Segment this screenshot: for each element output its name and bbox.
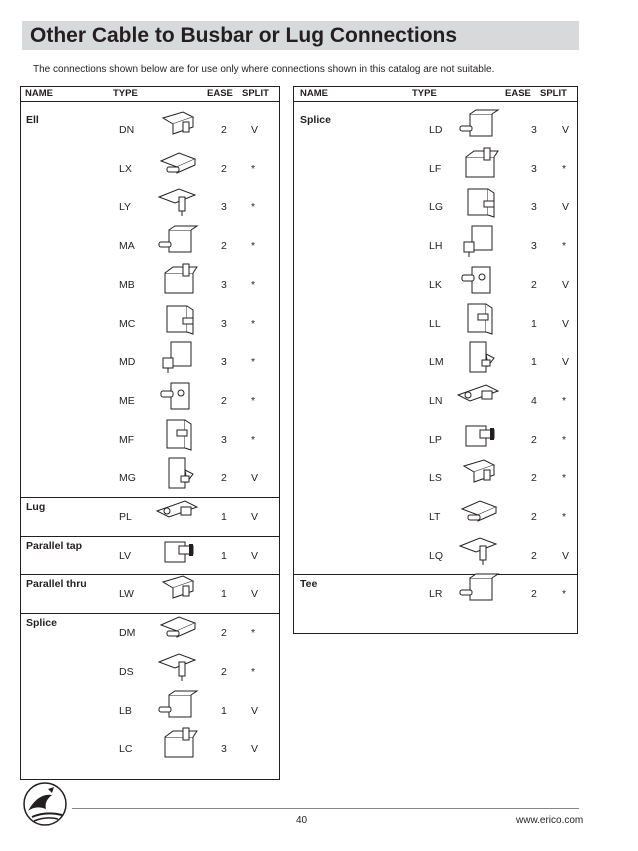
- splice-ll-connector-icon: [454, 302, 502, 336]
- group-name: Ell: [26, 114, 39, 126]
- ease-rating: 3: [221, 356, 227, 369]
- ease-rating: 3: [221, 201, 227, 214]
- header-ease: EASE: [505, 88, 531, 99]
- type-code: MF: [119, 433, 135, 446]
- table-header: [294, 87, 577, 102]
- title-bar: [22, 21, 579, 50]
- splice-ds-connector-icon: [153, 650, 201, 684]
- type-code: LX: [119, 162, 132, 175]
- ease-rating: 3: [531, 162, 537, 175]
- group-divider: [21, 574, 279, 575]
- ease-rating: 2: [221, 627, 227, 640]
- splice-ln-connector-icon: [454, 379, 502, 413]
- split-value: V: [562, 317, 570, 330]
- header-ease: EASE: [207, 88, 233, 99]
- type-code: ME: [119, 394, 135, 407]
- splice-lq-connector-icon: [454, 534, 502, 568]
- group-name: Tee: [300, 578, 318, 591]
- split-value: *: [251, 317, 256, 330]
- ease-rating: 1: [221, 549, 227, 562]
- splice-lm-connector-icon: [454, 340, 502, 374]
- group-name: Parallel tap: [26, 539, 83, 552]
- ell-md-connector-icon: [153, 340, 201, 374]
- splice-lk-connector-icon: [454, 263, 502, 297]
- group-name: Parallel thru: [26, 578, 87, 591]
- ease-rating: 1: [531, 356, 537, 369]
- footer-divider: [72, 808, 579, 809]
- ell-mg-connector-icon: [153, 456, 201, 490]
- type-code: MA: [119, 240, 135, 253]
- ease-rating: 2: [221, 162, 227, 175]
- type-code: PL: [119, 511, 132, 523]
- ease-rating: 3: [531, 201, 537, 214]
- split-value: V: [251, 124, 259, 136]
- connections-table-left: [20, 86, 280, 780]
- splice-dm-connector-icon: [153, 611, 201, 645]
- ease-rating: 2: [531, 472, 537, 485]
- split-value: V: [251, 704, 259, 717]
- type-code: LT: [429, 511, 441, 523]
- type-code: LC: [119, 743, 133, 756]
- type-code: DN: [119, 124, 135, 136]
- ell-mc-connector-icon: [153, 302, 201, 336]
- type-code: LH: [429, 240, 443, 253]
- page-number: 40: [296, 815, 308, 826]
- split-value: V: [251, 743, 259, 756]
- splice-lh-connector-icon: [454, 224, 502, 258]
- ell-me-connector-icon: [153, 379, 201, 413]
- split-value: V: [251, 549, 259, 562]
- group-divider: [294, 574, 577, 575]
- ease-rating: 2: [531, 588, 537, 601]
- split-value: *: [251, 356, 256, 369]
- ease-rating: 2: [531, 278, 537, 291]
- ease-rating: 2: [221, 124, 227, 136]
- split-value: *: [251, 433, 256, 446]
- ease-rating: 3: [221, 433, 227, 446]
- lug-pl-connector-icon: [153, 495, 201, 529]
- connections-table-right: [293, 86, 578, 634]
- split-value: V: [562, 549, 570, 562]
- splice-lg-connector-icon: [454, 185, 502, 219]
- header-split: SPLIT: [540, 88, 567, 99]
- ell-mb-connector-icon: [153, 263, 201, 297]
- type-code: LW: [119, 588, 134, 601]
- ease-rating: 2: [221, 394, 227, 407]
- type-code: DM: [119, 627, 136, 640]
- split-value: *: [251, 162, 256, 175]
- header-name: NAME: [300, 88, 328, 99]
- split-value: *: [251, 665, 256, 678]
- ell-lx-connector-icon: [153, 147, 201, 181]
- intro-text: The connections shown below are for use only where connections shown in this catalog are not suitable.: [33, 64, 495, 75]
- type-code: LP: [429, 433, 442, 446]
- split-value: V: [562, 356, 570, 369]
- type-code: LM: [429, 356, 444, 369]
- ease-rating: 1: [221, 588, 227, 601]
- ease-rating: 2: [221, 240, 227, 253]
- ease-rating: 2: [221, 472, 227, 485]
- table-header: [21, 87, 279, 102]
- split-value: V: [562, 278, 570, 291]
- splice-lt-connector-icon: [454, 495, 502, 529]
- split-value: V: [251, 472, 259, 485]
- ease-rating: 3: [221, 317, 227, 330]
- split-value: V: [251, 588, 259, 601]
- split-value: *: [251, 278, 256, 291]
- ell-ly-connector-icon: [153, 185, 201, 219]
- type-code: LD: [429, 124, 443, 136]
- split-value: *: [562, 588, 567, 601]
- type-code: LL: [429, 317, 441, 330]
- group-divider: [21, 536, 279, 537]
- split-value: *: [562, 433, 567, 446]
- splice-lp-connector-icon: [454, 418, 502, 452]
- parallel-tap-lv-connector-icon: [153, 534, 201, 568]
- group-name: Splice: [26, 617, 57, 630]
- type-code: LF: [429, 162, 442, 175]
- erico-logo-icon: [22, 781, 68, 827]
- group-name: Splice: [300, 114, 331, 126]
- splice-lf-connector-icon: [454, 147, 502, 181]
- split-value: *: [562, 394, 567, 407]
- type-code: LQ: [429, 549, 444, 562]
- split-value: *: [562, 472, 567, 485]
- type-code: LG: [429, 201, 444, 214]
- header-split: SPLIT: [242, 88, 269, 99]
- split-value: *: [251, 201, 256, 214]
- page-title: Other Cable to Busbar or Lug Connections: [30, 24, 458, 47]
- ease-rating: 1: [531, 317, 537, 330]
- header-name: NAME: [25, 88, 53, 99]
- ease-rating: 1: [221, 704, 227, 717]
- ease-rating: 3: [221, 278, 227, 291]
- split-value: *: [251, 394, 256, 407]
- ease-rating: 3: [531, 240, 537, 253]
- type-code: LR: [429, 588, 443, 601]
- ease-rating: 1: [221, 511, 227, 523]
- type-code: LB: [119, 704, 132, 717]
- tee-lr-connector-icon: [454, 572, 502, 606]
- split-value: V: [251, 511, 259, 523]
- splice-lc-connector-icon: [153, 727, 201, 761]
- parallel-thru-lw-connector-icon: [153, 572, 201, 606]
- type-code: MB: [119, 278, 135, 291]
- group-divider: [21, 613, 279, 614]
- split-value: *: [562, 162, 567, 175]
- type-code: LY: [119, 201, 132, 214]
- header-type: TYPE: [412, 88, 437, 99]
- ease-rating: 2: [531, 433, 537, 446]
- type-code: LN: [429, 394, 443, 407]
- split-value: *: [562, 511, 567, 523]
- ease-rating: 3: [221, 743, 227, 756]
- type-code: DS: [119, 665, 134, 678]
- header-type: TYPE: [113, 88, 138, 99]
- split-value: V: [562, 124, 570, 136]
- split-value: *: [251, 627, 256, 640]
- group-divider: [21, 497, 279, 498]
- type-code: MD: [119, 356, 136, 369]
- ell-dn-connector-icon: [153, 108, 201, 142]
- type-code: LV: [119, 549, 132, 562]
- ease-rating: 2: [531, 511, 537, 523]
- split-value: *: [251, 240, 256, 253]
- split-value: V: [562, 201, 570, 214]
- splice-ld-connector-icon: [454, 108, 502, 142]
- group-name: Lug: [26, 501, 46, 513]
- split-value: *: [562, 240, 567, 253]
- ease-rating: 2: [531, 549, 537, 562]
- type-code: MC: [119, 317, 136, 330]
- ell-mf-connector-icon: [153, 418, 201, 452]
- splice-lb-connector-icon: [153, 689, 201, 723]
- ease-rating: 3: [531, 124, 537, 136]
- type-code: MG: [119, 472, 136, 485]
- splice-ls-connector-icon: [454, 456, 502, 490]
- ell-ma-connector-icon: [153, 224, 201, 258]
- type-code: LS: [429, 472, 442, 485]
- website-url: www.erico.com: [516, 815, 584, 826]
- ease-rating: 2: [221, 665, 227, 678]
- type-code: LK: [429, 278, 442, 291]
- ease-rating: 4: [531, 394, 537, 407]
